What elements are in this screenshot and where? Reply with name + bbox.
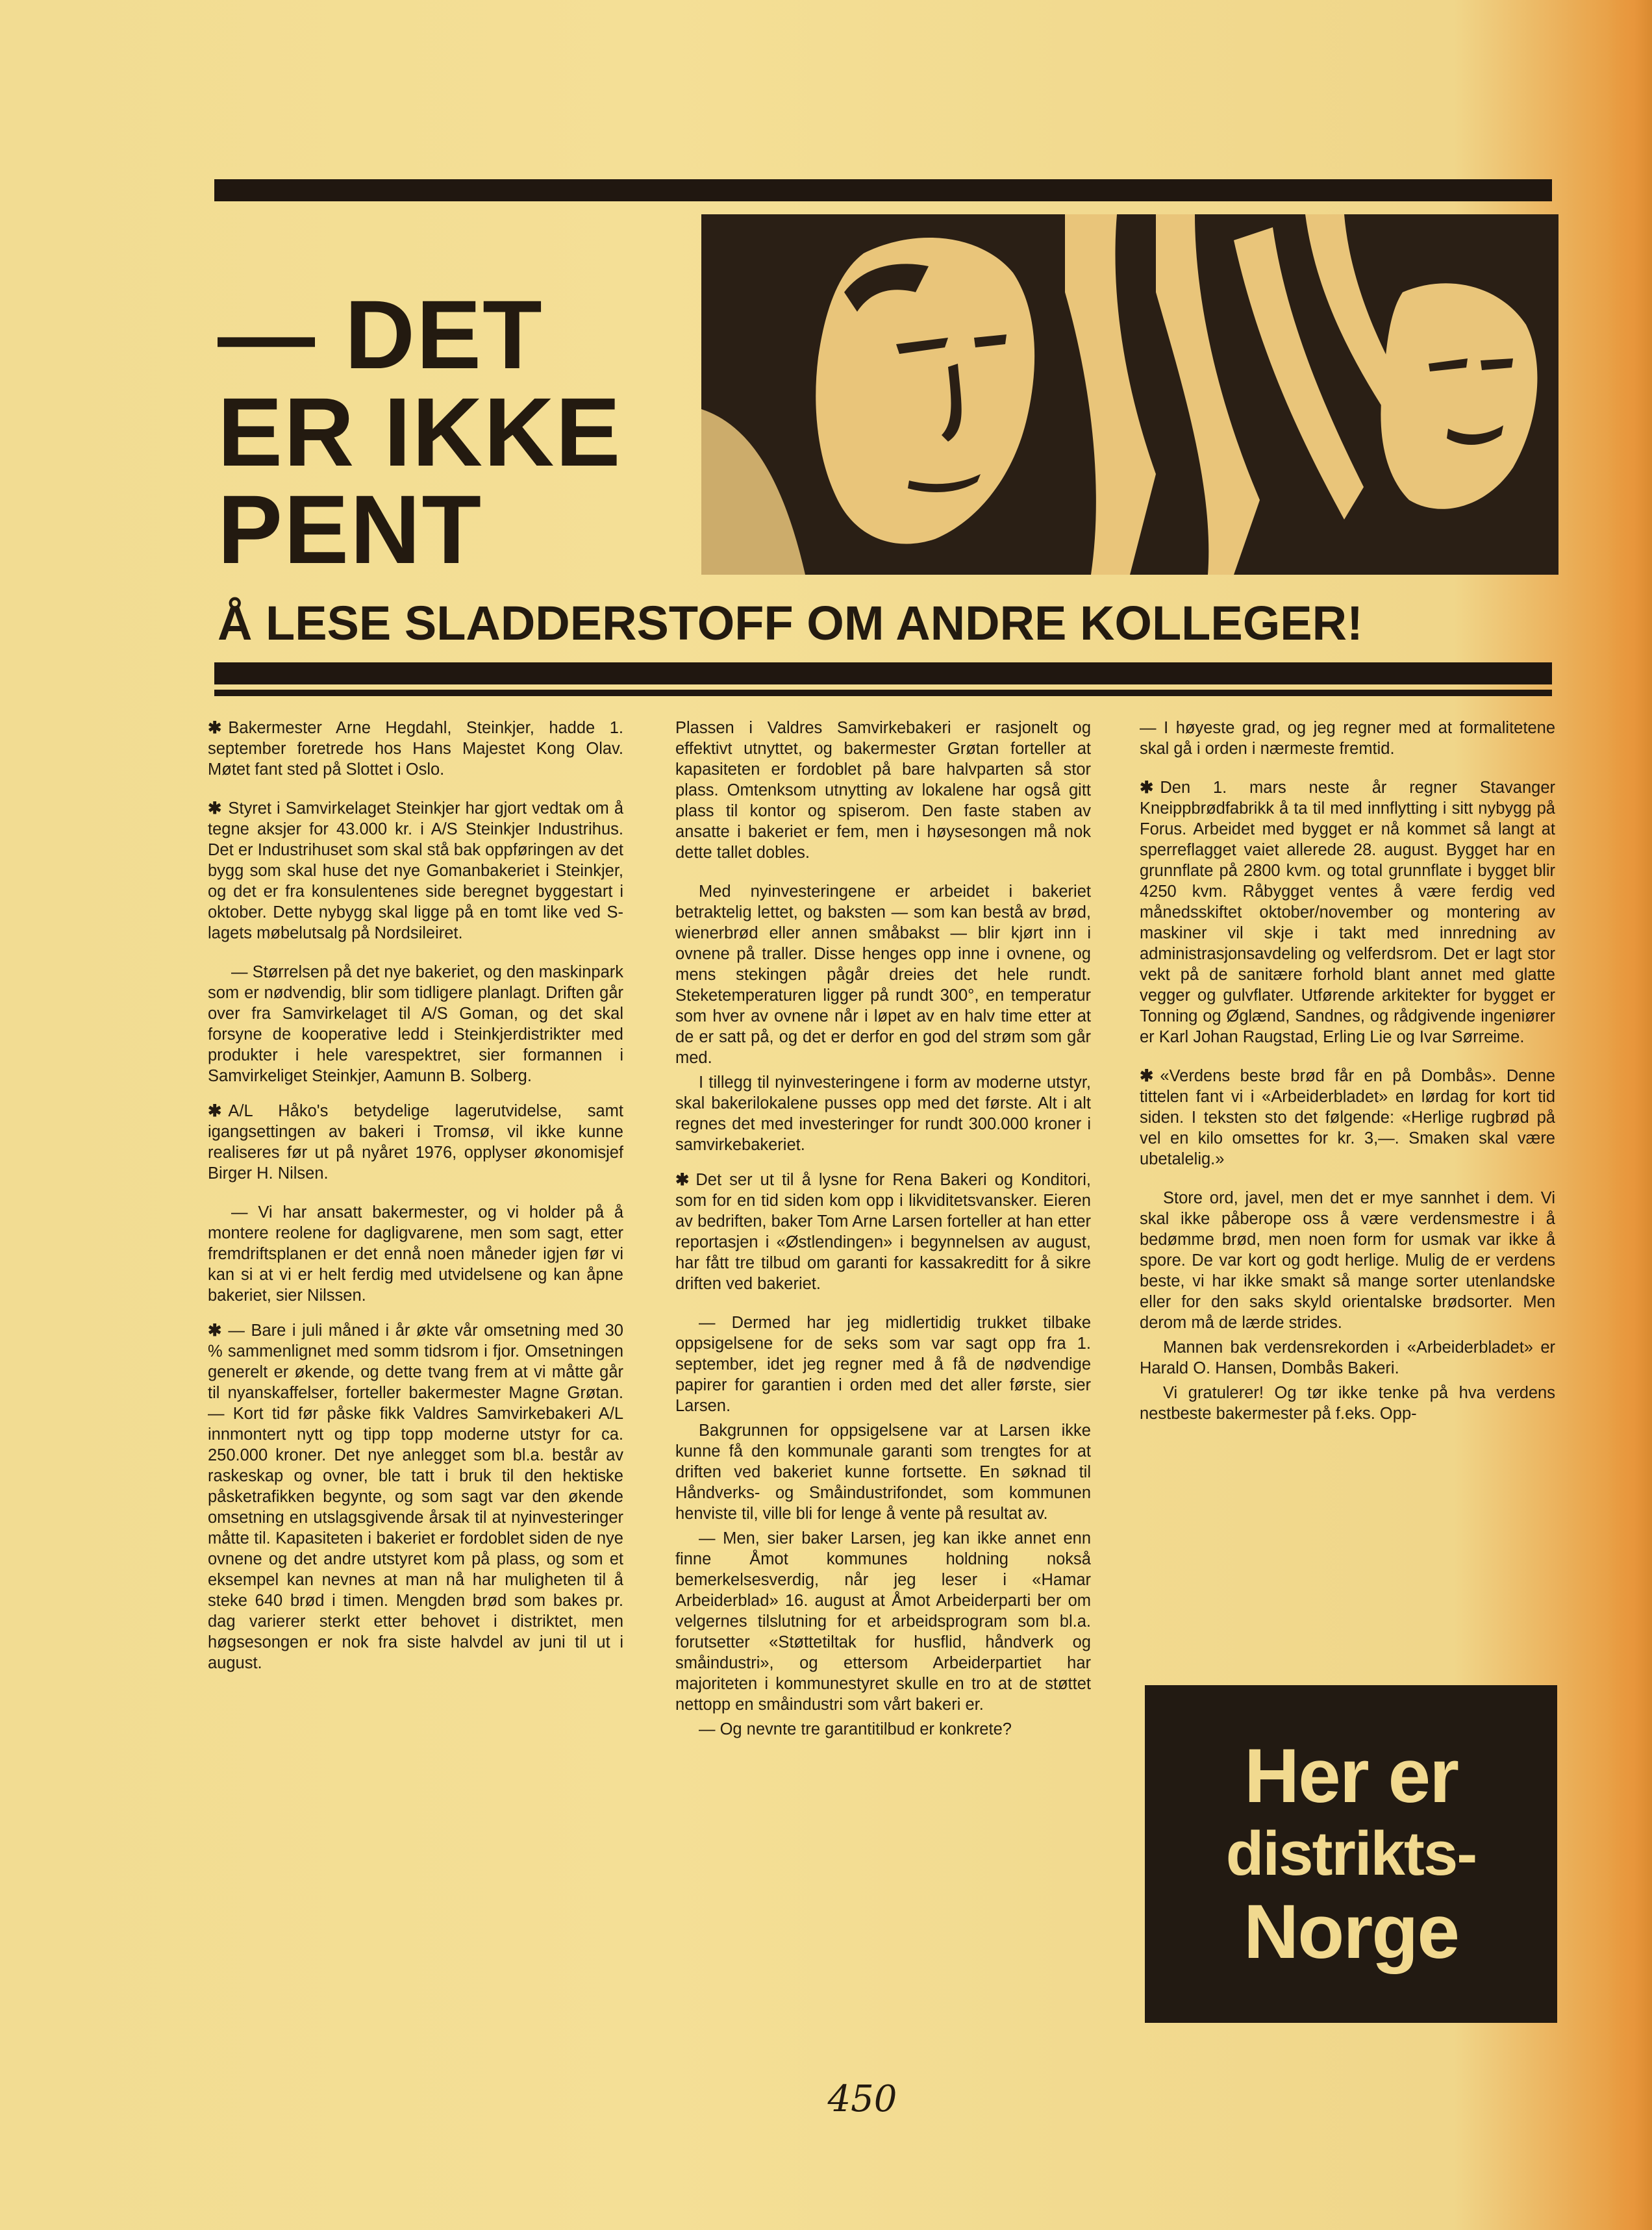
paragraph [1140, 777, 1555, 1047]
headline-line-3: PENT [218, 475, 483, 584]
paragraph-text: — Men, sier baker Larsen, jeg kan ikke annet enn finne Åmot kommunes holdning nokså bemerkelsesverdig, når jeg leser i «Hamar Arbeiderblad» 16. august at Åmot Arbeiderparti ber om velgernes tilslutning for et arbeidsprogram som bl.a. forutsetter «Støttetiltak for husflid, håndverk og småindustri», og ettersom Arbeiderpartiet har majoriteten i kommunestyret skulle en tro at de støttet nettopp en småindustri som vårt bakeri er. [675, 1529, 1091, 1714]
paragraph [208, 962, 623, 1086]
paragraph [675, 1170, 1091, 1294]
page-number: 450 [827, 2078, 897, 2120]
paragraph-text: «Verdens beste brød får en på Dombås». Denne tittelen fant vi i «Arbeiderbladet» en lørdag for kort tid siden. I teksten sto det følgende: «Herlige rugbrød på vel en kilo omsettes for kr. 3,—. Smaken skal være ubetalelig.» [1140, 1067, 1555, 1168]
woodcut-illustration [701, 214, 1558, 575]
paragraph-text: — Vi har ansatt bakermester, og vi holder på å montere reolene for dagligvarene, men som sagt, etter fremdriftsplanen er det ennå noen måneder igjen før vi kan si at vi er helt ferdig med utvidelsene og kan åpne bakeriet, sier Nilssen. [208, 1203, 623, 1305]
district-norway-box [1145, 1685, 1557, 2023]
paragraph-text: Styret i Samvirkelaget Steinkjer har gjort vedtak om å tegne aksjer for 43.000 kr. i A/S Steinkjer Industrihus. Det er Industrihuset som skal stå bak oppføringen av det bygg som skal huse det nye Gomanbakeriet i Steinkjer, og det er fra konsulentenes side beregnet byggestart i oktober. Dette nybygg skal ligge på en tomt like ved S-lagets møbelutsalg på Nordsileiret. [208, 799, 623, 942]
paragraph-text: Store ord, javel, men det er mye sannhet i dem. Vi skal ikke påberope oss å være verdensmestre i å bedømme brød, men noen form for usmak var ikke å spore. De var kort og godt herlige. Mulig de er verdens beste, vi har ikke smakt så mange sorter utenlandske eller for den saks skyld orientalske brødsorter. Men derom må de lærde strides. [1140, 1189, 1555, 1332]
paragraph-text: Den 1. mars neste år regner Stavanger Kneippbrødfabrikk å ta til med innflytting i sitt nybygg på Forus. Arbeidet med bygget er nå kommet så langt at sperreflagget vaiet allerede 28. august. Bygget har en grunnflate på 2800 kvm. og total grunnflate i bygget blir 4250 kvm. Råbygget ventes å være ferdig ved månedsskiftet oktober/november og montering av maskiner vil skje i takt med innredning av administrasjonsavdeling og velferdsrom. Det er lagt stor vekt på de sanitære forhold blant annet med glatte vegger og gulvflater. Utførende arkitekter for bygget er Tonning og Øglænd, Sandnes, og rådgivende ingeniører er Karl Johan Raugstad, Erling Lie og Ivar Sørreime. [1140, 779, 1555, 1046]
paragraph [675, 1719, 1091, 1740]
subtitle: Å LESE SLADDERSTOFF OM ANDRE KOLLEGER! [218, 596, 1363, 650]
page-edge-shadow [1607, 0, 1652, 2230]
paragraph [675, 1420, 1091, 1524]
paragraph-text: Det ser ut til å lysne for Rena Bakeri og Konditori, som for en tid siden kom opp i likviditetsvansker. Eieren av bedriften, baker Tom Arne Larsen forteller at han etter reportasjen i «Østlendingen» i begynnelsen av august, har fått tre tilbud om garanti for kassakreditt for å sikre driften ved bakeriet. [675, 1171, 1091, 1293]
paragraph-text: — Størrelsen på det nye bakeriet, og den maskinpark som er nødvendig, blir som tidligere planlagt. Driften går over fra Samvirkelaget til A/S Goman, og det skal forsyne de kooperative ledd i Steinkjerdistrikter med produkter i hele varespektret, sier formannen i Samvirkeliget Steinkjer, Aamunn B. Solberg. [208, 963, 623, 1085]
paragraph-text: — Dermed har jeg midlertidig trukket tilbake oppsigelsene for de seks som var sagt opp fra 1. september, idet jeg regner med å få de nødvendige papirer for garantien i orden med det aller første, sier Larsen. [675, 1314, 1091, 1415]
asterisk-icon: ✱ [1140, 1067, 1154, 1085]
paragraph [208, 1320, 623, 1673]
box-line-3: Norge [1244, 1889, 1458, 1975]
paragraph [1140, 1337, 1555, 1379]
paragraph [675, 718, 1091, 863]
column-2 [675, 718, 1091, 1744]
paragraph-text: — Bare i juli måned i år økte vår omsetning med 30 % sammenlignet med somm tidsrom i fjor. Omsetningen generelt er økende, og dette tvang frem at vi måtte går til nyanskaffelser, forteller bakermester Magne Grøtan. — Kort tid før påske fikk Valdres Samvirkebakeri A/L innmontert nytt og tipp topp moderne utstyr for ca. 250.000 kroner. Det nye anlegget som bl.a. består av raskeskap og ovner, ble tatt i bruk til den hektiske påsketrafikken begynte, og som sagt var den økende omsetning en utslagsgivende årsak til at nyinvesteringer måtte til. Kapasiteten i bakeriet er fordoblet siden de nye ovnene og det andre utstyret kom på plass, og som et eksempel kan nevnes at man nå har muligheten til å steke 640 brød i timen. Mengden brød som bakes pr. dag varierer sterkt etter behovet i distriktet, men høgsesongen er nok fra siste halvdel av juni til ut i august. [208, 1322, 623, 1672]
asterisk-icon: ✱ [208, 1102, 222, 1120]
paragraph [1140, 1066, 1555, 1170]
paragraph [675, 881, 1091, 1068]
paragraph [208, 798, 623, 944]
asterisk-icon: ✱ [208, 799, 222, 818]
box-line-1: Her er [1244, 1733, 1458, 1819]
middle-rule-thin [214, 690, 1552, 696]
paragraph-text: A/L Håko's betydelige lagerutvidelse, samt igangsettingen av bakeri i Tromsø, vil ikke kunne realiseres før ut på nyåret 1976, opplyser økonomisjef Birger H. Nilsen. [208, 1102, 623, 1183]
column-1 [208, 718, 623, 1692]
paragraph-text: Mannen bak verdensrekorden i «Arbeiderbladet» er Harald O. Hansen, Dombås Bakeri. [1140, 1338, 1555, 1377]
headline-line-1: — DET [218, 280, 544, 389]
paragraph-text: I tillegg til nyinvesteringene i form av moderne utstyr, skal bakerilokalene pusses opp med det første. Alt i alt regnes det med investeringer for rundt 300.000 kroner i samvirkebakeriet. [675, 1073, 1091, 1154]
paragraph-text: — I høyeste grad, og jeg regner med at formalitetene skal gå i orden i nærmeste fremtid. [1140, 719, 1555, 758]
paragraph-text: Bakgrunnen for oppsigelsene var at Larsen ikke kunne få den kommunale garanti som trengtes for at driften ved bakeriet kunne fortsette. En søknad til Håndverks- og Småindustrifondet, som kommunen henviste til, ville bli for lenge å vente på resultat av. [675, 1422, 1091, 1523]
paragraph [208, 718, 623, 780]
headline-line-2: ER IKKE [218, 377, 622, 486]
asterisk-icon: ✱ [1140, 779, 1154, 797]
paragraph [208, 1101, 623, 1184]
paragraph [1140, 1383, 1555, 1424]
paragraph-text: Plassen i Valdres Samvirkebakeri er rasjonelt og effektivt utnyttet, og bakermester Grøtan forteller at kapasiteten er fordoblet på bare halvparten så stor plass. Omtenksom utnytting av lokalene har også gitt plass til kontor og spiserom. Den faste staben av ansatte i bakeriet er fem, men i høysesongen må nok dette tallet dobles. [675, 719, 1091, 862]
paragraph-text: — Og nevnte tre garantitilbud er konkrete? [699, 1720, 1012, 1738]
paragraph [208, 1202, 623, 1306]
paragraph [1140, 718, 1555, 759]
paragraph [1140, 1188, 1555, 1333]
asterisk-icon: ✱ [675, 1171, 690, 1189]
paragraph-text: Bakermester Arne Hegdahl, Steinkjer, hadde 1. september foretrede hos Hans Majestet Kong Olav. Møtet fant sted på Slottet i Oslo. [208, 719, 623, 779]
paragraph [675, 1312, 1091, 1416]
column-3 [1140, 718, 1555, 1428]
paragraph [675, 1528, 1091, 1715]
headline [218, 280, 633, 584]
paragraph [675, 1072, 1091, 1155]
asterisk-icon: ✱ [208, 719, 222, 737]
paragraph-text: Vi gratulerer! Og tør ikke tenke på hva verdens nestbeste bakermester på f.eks. Opp- [1140, 1384, 1555, 1423]
box-line-2: distrikts- [1225, 1819, 1477, 1888]
middle-rule [214, 662, 1552, 684]
asterisk-icon: ✱ [208, 1322, 222, 1340]
paragraph-text: Med nyinvesteringene er arbeidet i bakeriet betraktelig lettet, og baksten — som kan bestå av brød, wienerbrød eller annen småbakst — blir kjørt inn i ovnene på traller. Disse henges opp inne i ovnene, og mens stekingen pågår dreies det hele rundt. Steketemperaturen ligger på rundt 300°, en temperatur som hver av ovnene når i løpet av en halv time etter at de er satt på, og det er derfor en god del strøm som går med. [675, 883, 1091, 1067]
top-rule [214, 179, 1552, 201]
